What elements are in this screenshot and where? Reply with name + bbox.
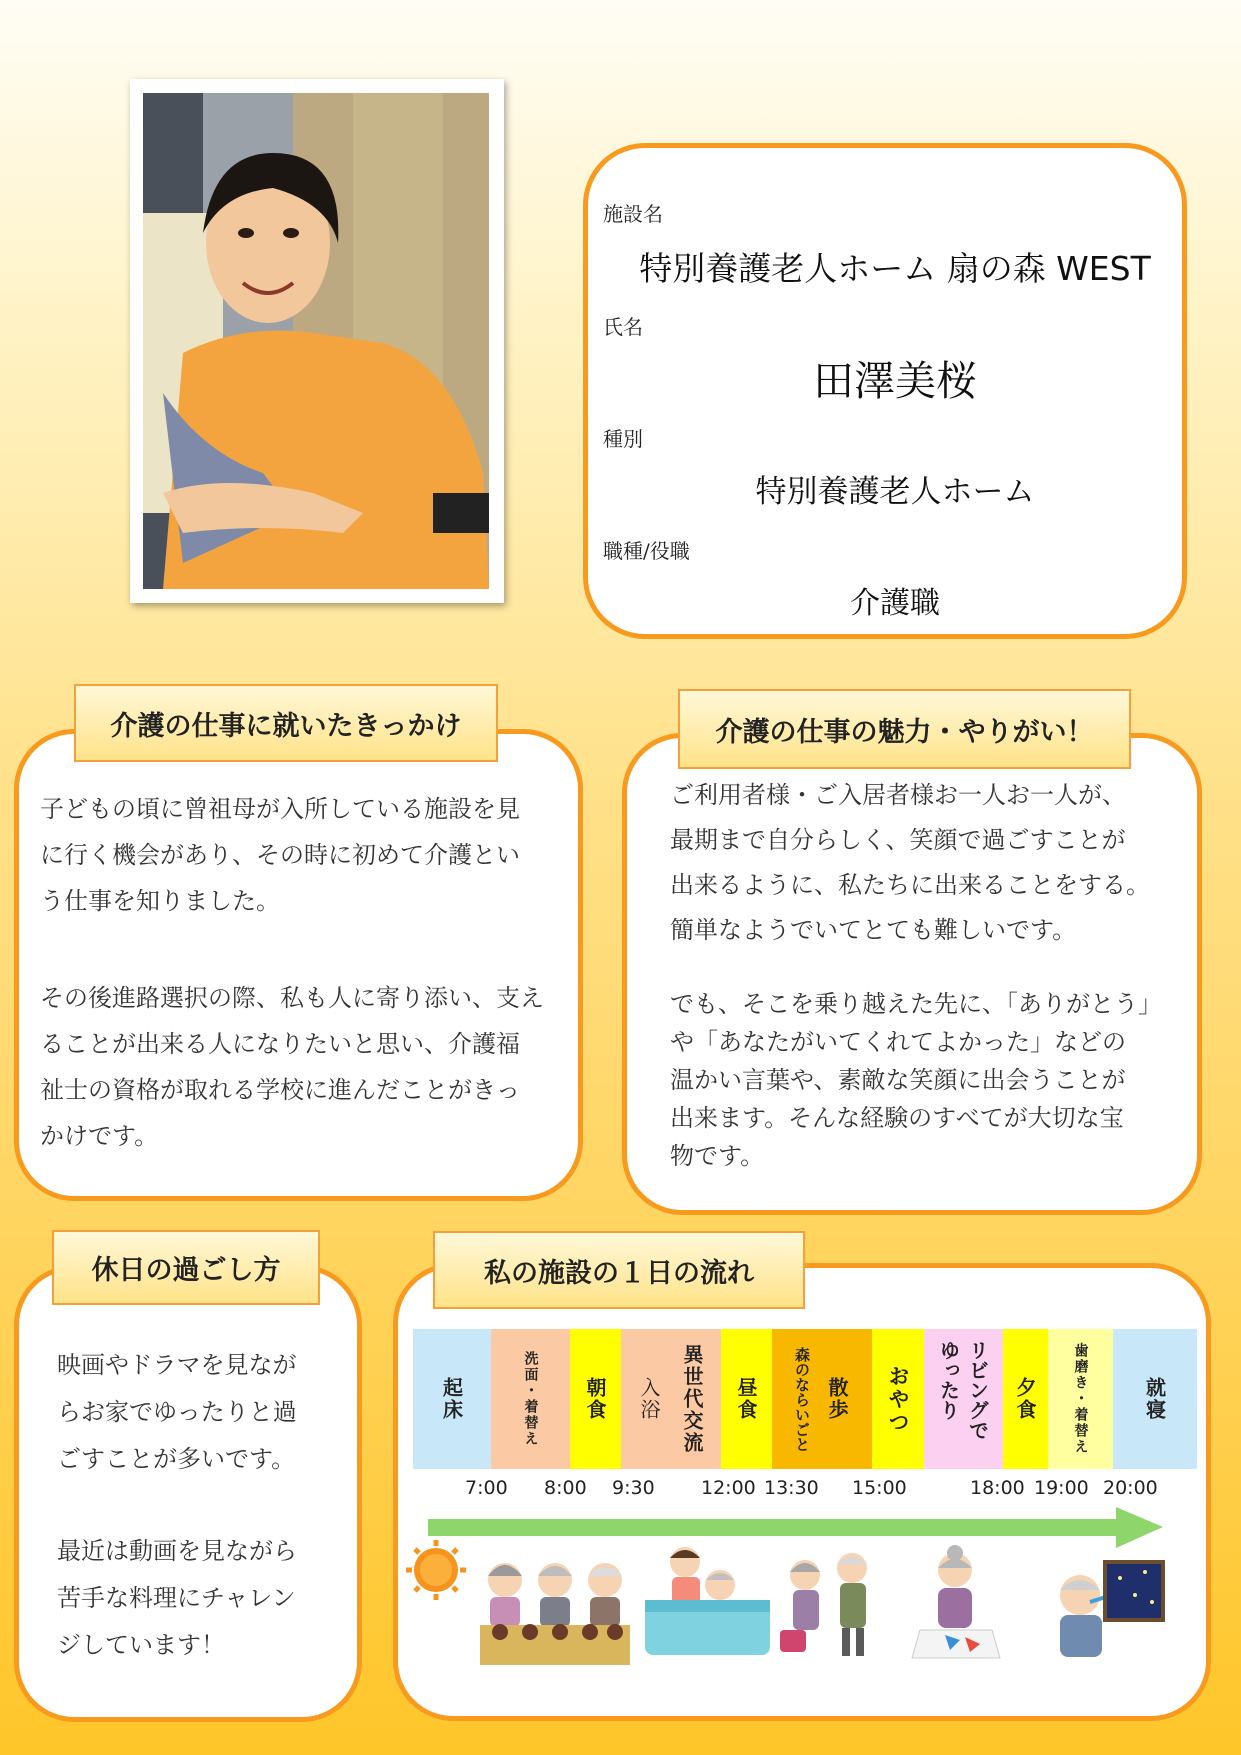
dining-elders-icon bbox=[480, 1563, 630, 1665]
holiday-line: ジしています！ bbox=[57, 1631, 225, 1659]
appeal-line: 出来ます。そんな経験のすべてが大切な宝 bbox=[670, 1104, 1124, 1132]
name-label: 氏名 bbox=[603, 315, 643, 339]
schedule-cell-label: 入浴 bbox=[637, 1377, 661, 1421]
schedule-cell-bath bbox=[621, 1329, 721, 1469]
motivation-line: ることが出来る人になりたいと思い、介護福 bbox=[40, 1030, 520, 1058]
appeal-text bbox=[670, 773, 1150, 953]
schedule-cell-label: 夕食 bbox=[1013, 1377, 1037, 1421]
sun-icon bbox=[406, 1540, 466, 1600]
schedule-time: 12:00 bbox=[701, 1477, 756, 1499]
schedule-time: 19:00 bbox=[1034, 1477, 1089, 1499]
appeal-line: でも、そこを乗り越えた先に、「ありがとう」 bbox=[670, 990, 1162, 1018]
job-value: 介護職 bbox=[850, 586, 940, 621]
schedule-cell-teeth bbox=[1048, 1329, 1113, 1469]
appeal-line: 最期まで自分らしく、笑顔で過ごすことが bbox=[670, 826, 1126, 854]
motivation-line: 子どもの頃に曾祖母が入所している施設を見 bbox=[40, 795, 520, 823]
walking-elders-icon bbox=[780, 1553, 867, 1656]
schedule-cell-wash bbox=[491, 1329, 570, 1469]
schedule-title: 私の施設の１日の流れ bbox=[433, 1231, 805, 1309]
schedule-cell-label: 散歩 bbox=[825, 1377, 849, 1421]
facility-value: 特別養護老人ホーム 扇の森 WEST bbox=[639, 249, 1151, 288]
facility-label: 施設名 bbox=[603, 202, 663, 226]
schedule-time: 20:00 bbox=[1103, 1477, 1158, 1499]
appeal-title: 介護の仕事の魅力・やりがい！ bbox=[678, 689, 1131, 769]
schedule-cell-snack bbox=[872, 1329, 924, 1469]
schedule-time: 9:30 bbox=[612, 1477, 655, 1499]
type-label: 種別 bbox=[603, 427, 643, 451]
appeal-line: 物です。 bbox=[670, 1142, 765, 1170]
holiday-line: ごすことが多いです。 bbox=[57, 1445, 296, 1473]
schedule-cell-walk bbox=[772, 1329, 872, 1469]
motivation-line: 祉士の資格が取れる学校に進んだことがきっ bbox=[40, 1076, 520, 1104]
job-label: 職種/役職 bbox=[603, 539, 690, 563]
schedule-cell-label: 森のならいごと bbox=[793, 1346, 811, 1452]
holiday-text bbox=[57, 1342, 297, 1483]
daily-life-illustrations bbox=[400, 1540, 1200, 1680]
schedule-cell-living bbox=[924, 1329, 1003, 1469]
schedule-cell-label: 朝食 bbox=[583, 1377, 607, 1421]
appeal-line: 簡単なようでいてとても難しいです。 bbox=[670, 916, 1077, 944]
motivation-line: かけです。 bbox=[40, 1122, 159, 1150]
appeal-line: 温かい言葉や、素敵な笑顔に出会うことが bbox=[670, 1066, 1126, 1094]
schedule-time: 18:00 bbox=[970, 1477, 1025, 1499]
schedule-cell-label: 歯磨き・着替え bbox=[1072, 1343, 1089, 1455]
motivation-text bbox=[40, 786, 520, 924]
schedule-cell-label: 起床 bbox=[439, 1377, 464, 1421]
motivation-line: に行く機会があり、その時に初めて介護とい bbox=[40, 841, 520, 869]
motivation-text-2 bbox=[40, 975, 544, 1159]
schedule-cell-label: 異世代交流 bbox=[680, 1344, 704, 1454]
holiday-line: 最近は動画を見ながら bbox=[57, 1537, 297, 1565]
bathing-icon bbox=[645, 1547, 770, 1655]
schedule-time: 15:00 bbox=[852, 1477, 907, 1499]
schedule-cell-label: リビングでゆったり bbox=[936, 1340, 990, 1440]
holiday-title: 休日の過ごし方 bbox=[52, 1230, 320, 1305]
appeal-line: ご利用者様・ご入居者様お一人お一人が、 bbox=[670, 781, 1126, 809]
schedule-cell-label: 就寝 bbox=[1142, 1377, 1167, 1421]
motivation-title: 介護の仕事に就いたきっかけ bbox=[74, 684, 498, 762]
holiday-line: 映画やドラマを見なが bbox=[57, 1351, 297, 1379]
motivation-line: その後進路選択の際、私も人に寄り添い、支え bbox=[40, 984, 544, 1012]
schedule-cell-wake bbox=[413, 1329, 491, 1469]
schedule-cell-sleep bbox=[1113, 1329, 1197, 1469]
type-value: 特別養護老人ホーム bbox=[755, 474, 1035, 510]
name-value: 田澤美桜 bbox=[813, 357, 977, 405]
schedule-time: 8:00 bbox=[544, 1477, 587, 1499]
schedule-cell-lunch bbox=[721, 1329, 772, 1469]
schedule-time: 13:30 bbox=[764, 1477, 819, 1499]
holiday-line: 苦手な料理にチャレン bbox=[57, 1584, 296, 1612]
holiday-text-2 bbox=[57, 1528, 297, 1669]
appeal-line: 出来るように、私たちに出来ることをする。 bbox=[670, 871, 1150, 899]
schedule-cell-label: おやつ bbox=[886, 1364, 910, 1434]
schedule-time: 7:00 bbox=[465, 1477, 508, 1499]
schedule-cell-label: 洗面・着替え bbox=[522, 1351, 539, 1447]
staff-photo-frame bbox=[130, 79, 504, 603]
schedule-cell-dinner bbox=[1003, 1329, 1048, 1469]
schedule-cell-breakfast bbox=[570, 1329, 621, 1469]
profile-info-card bbox=[583, 143, 1187, 639]
toothbrush-elder-icon bbox=[1060, 1562, 1163, 1657]
drawing-elder-icon bbox=[912, 1545, 1000, 1658]
schedule-cell-label: 昼食 bbox=[734, 1377, 758, 1421]
holiday-line: らお家でゆったりと過 bbox=[57, 1398, 297, 1426]
appeal-text-2 bbox=[670, 985, 1162, 1175]
appeal-line: や「あなたがいてくれてよかった」などの bbox=[670, 1028, 1126, 1056]
motivation-line: う仕事を知りました。 bbox=[40, 887, 280, 915]
staff-photo bbox=[143, 93, 489, 589]
